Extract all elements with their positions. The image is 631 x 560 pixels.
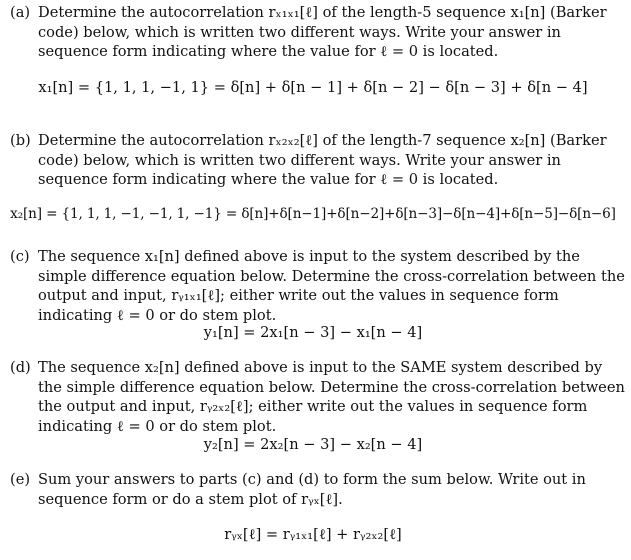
part-b-statement [0,131,626,190]
part-e-text: Sum your answers to parts (c) and (d) to form the sum below. Write out in sequence form or do a stem plot of rᵧₓ[ℓ]. [38,471,586,508]
part-a-statement [0,3,626,62]
part-c-text: The sequence x₁[n] defined above is input to the system described by the simple difference equation below. Determine the cross-correlation between the output and input, rᵧ₁ₓ₁[ℓ]; either write out the values in sequence form indicating ℓ = 0 or do stem plot. [38,248,625,324]
part-a [0,3,626,62]
part-a-label: (a) [10,4,31,21]
part-e-equation: rᵧₓ[ℓ] = rᵧ₁ₓ₁[ℓ] + rᵧ₂ₓ₂[ℓ] [224,526,402,543]
part-b-equation: x₂[n] = {1, 1, 1, −1, −1, 1, −1} = δ[n]+δ[n−1]+δ[n−2]+δ[n−3]−δ[n−4]+δ[n−5]−δ[n−6] [10,206,616,222]
part-c-equation: y₁[n] = 2x₁[n − 3] − x₁[n − 4] [203,324,423,341]
part-b-text: Determine the autocorrelation rₓ₂ₓ₂[ℓ] of the length-7 sequence x₂[n] (Barker code) below, which is written two different ways. Write your answer in sequence form indicating where the value for ℓ = 0 is located. [38,132,607,189]
part-e-statement [0,470,626,509]
part-c-label: (c) [10,248,30,265]
part-e-label: (e) [10,471,31,488]
part-a-text: Determine the autocorrelation rₓ₁ₓ₁[ℓ] of the length-5 sequence x₁[n] (Barker code) below, which is written two different ways. Write your answer in sequence form indicating where the value for ℓ = 0 is located. [38,4,607,61]
part-e [0,470,626,509]
part-d-statement [0,358,626,436]
part-d-equation: y₂[n] = 2x₂[n − 3] − x₂[n − 4] [203,436,423,453]
part-b-label: (b) [10,132,31,149]
part-d [0,358,626,436]
part-b [0,131,626,190]
part-a-equation: x₁[n] = {1, 1, 1, −1, 1} = δ[n] + δ[n − 1] + δ[n − 2] − δ[n − 3] + δ[n − 4] [38,79,588,96]
part-c [0,247,626,325]
part-d-text: The sequence x₂[n] defined above is input to the SAME system described by the simple difference equation below. Determine the cross-correlation between the output and input, rᵧ₂ₓ₂[ℓ]; either write out the values in sequence form indicating ℓ = 0 or do stem plot. [38,359,625,435]
part-c-statement [0,247,626,325]
part-d-label: (d) [10,359,31,376]
